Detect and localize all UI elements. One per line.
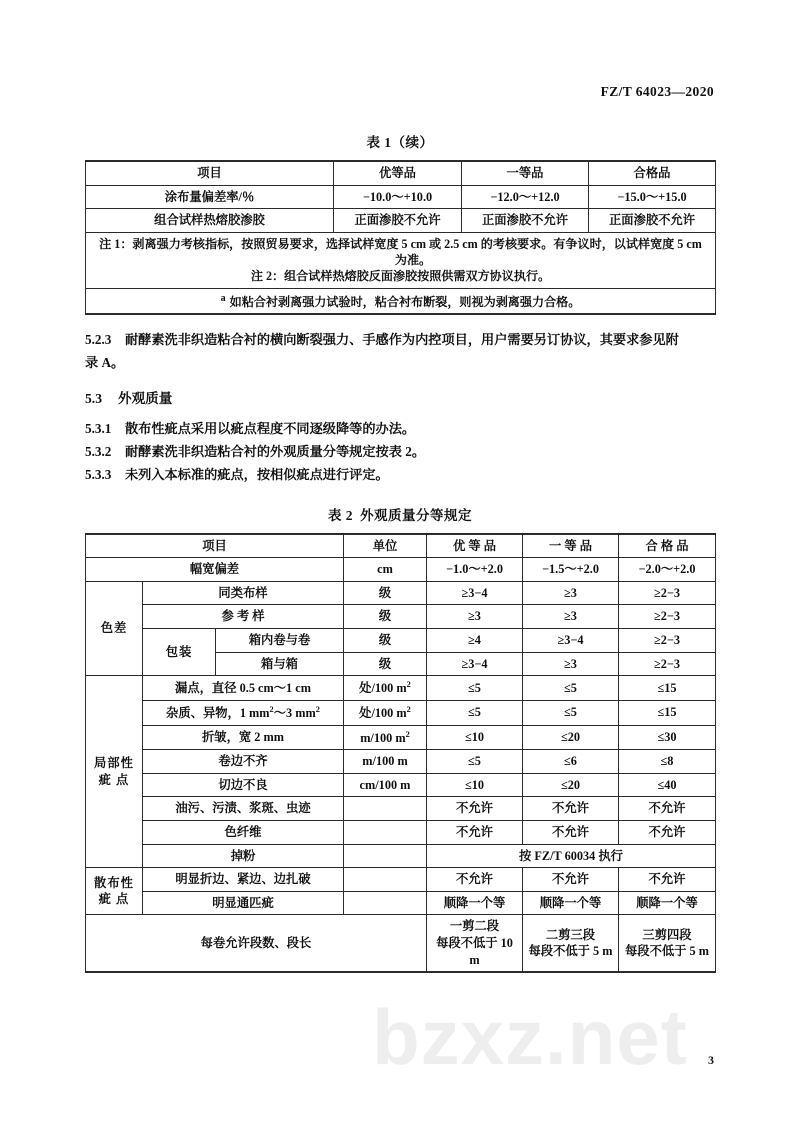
- row-bad-cut-excellent: ≤10: [427, 773, 523, 797]
- clause-5-3-3: [85, 464, 715, 487]
- row-fold-edge-excellent: 不允许: [427, 868, 523, 892]
- table1-r0-item: 涂布量偏差率/％: [86, 185, 334, 209]
- row-through-defect-item: 明显通匹疵: [143, 891, 344, 915]
- table2-final-row: [86, 915, 716, 972]
- row-same-fabric-first: ≥3: [523, 581, 619, 605]
- table1-caption: 表 1（续）: [366, 135, 434, 150]
- table1-footnote: [86, 288, 716, 314]
- row-segments-first: [523, 915, 619, 972]
- row-box-to-box-qualified: ≥2−3: [619, 652, 716, 676]
- clause-5-2-3: [85, 329, 715, 352]
- row-same-fabric-qualified: ≥2−3: [619, 581, 716, 605]
- row-reference-sample-first: ≥3: [523, 605, 619, 629]
- row-uneven-edge-item: 卷边不齐: [143, 750, 344, 774]
- row-same-fabric-unit: 级: [344, 581, 427, 605]
- row-stain-excellent: 不允许: [427, 797, 523, 821]
- row-stain-unit: [344, 797, 427, 821]
- table-row: [86, 700, 716, 725]
- row-through-defect-first: 顺降一个等: [523, 891, 619, 915]
- table-row: [86, 628, 716, 652]
- table2-header-qualified: 合 格 品: [619, 534, 716, 558]
- table-row: [86, 676, 716, 701]
- row-impurity-item: 杂质、异物，1 $mm^2\sim 3$ $mm^2$: [143, 700, 344, 725]
- row-crease-first: ≤20: [523, 725, 619, 750]
- row-impurity-qualified: ≤15: [619, 700, 716, 725]
- row-segments-first-line1: 二剪三段: [545, 927, 596, 942]
- table1: [85, 160, 716, 315]
- row-fold-edge-item: 明显折边、紧边、边扎破: [143, 868, 344, 892]
- table1-r0-first: −12.0～+12.0: [462, 185, 589, 209]
- row-fold-edge-first: 不允许: [523, 868, 619, 892]
- note2-line1: 注 2：组合试样热熔胶反面渗胶按照供需双方协议执行。: [250, 269, 551, 284]
- clause-5-3-3-number: 5.3.3: [85, 466, 112, 482]
- table1-r1-excellent: 正面渗胶不允许: [334, 209, 462, 233]
- row-roll-in-box-first: ≥3−4: [523, 628, 619, 652]
- clause-5-3-2-text: 耐酵素洗非织造粘合衬的外观质量分等规定按表 2。: [125, 444, 426, 460]
- row-bad-cut-unit: cm/100 m: [344, 773, 427, 797]
- table1-header-row: [86, 161, 716, 185]
- row-leak-point-first: ≤5: [523, 676, 619, 701]
- row-crease-unit: m/100 $m^2$: [344, 725, 427, 750]
- section-5-3-title: 外观质量: [118, 391, 173, 407]
- row-reference-sample-unit: 级: [344, 605, 427, 629]
- row-width-deviation-unit: cm: [344, 558, 427, 582]
- note1-line2: 为准。: [394, 253, 432, 268]
- table2-caption-text: 外观质量分等规定: [360, 507, 473, 523]
- row-powder-fall-unit: [344, 844, 427, 868]
- clause-5-3-2-number: 5.3.2: [85, 444, 112, 460]
- row-uneven-edge-excellent: ≤5: [427, 750, 523, 774]
- group-label-local-defects: [86, 676, 143, 868]
- row-leak-point-unit: 处/100 $m^2$: [344, 676, 427, 701]
- row-leak-point-excellent: ≤5: [427, 676, 523, 701]
- row-fold-edge-unit: [344, 868, 427, 892]
- footnote-mark: a: [220, 292, 226, 304]
- subgroup-label-packaging: 包装: [143, 628, 216, 675]
- section-5-3-heading: [85, 387, 715, 407]
- row-fold-edge-qualified: 不允许: [619, 868, 716, 892]
- row-leak-point-qualified: ≤15: [619, 676, 716, 701]
- row-segments-qualified-line2: 每段不低于 5 m: [624, 944, 710, 959]
- row-width-deviation-item: 幅宽偏差: [86, 558, 344, 582]
- table1-notes-row: [86, 232, 716, 288]
- table-row: [86, 725, 716, 750]
- page-number: 3: [708, 1053, 714, 1067]
- group-label-scattered-defects: [86, 868, 143, 915]
- row-reference-sample-excellent: ≥3: [427, 605, 523, 629]
- row-through-defect-qualified: 顺降一个等: [619, 891, 716, 915]
- running-head: FZ/T 64023—2020: [600, 84, 714, 99]
- clause-5-3-2: [85, 441, 715, 464]
- row-impurity-unit: 处/100 $m^2$: [344, 700, 427, 725]
- table-row: [86, 581, 716, 605]
- row-segments-excellent: [427, 915, 523, 972]
- row-width-deviation-first: −1.5～+2.0: [523, 558, 619, 582]
- row-crease-excellent: ≤10: [427, 725, 523, 750]
- row-bad-cut-first: ≤20: [523, 773, 619, 797]
- table2-header-item: 项目: [86, 534, 344, 558]
- table1-r0-qualified: −15.0～+15.0: [589, 185, 716, 209]
- clause-5-2-3-block: [85, 329, 715, 374]
- row-reference-sample-item: 参 考 样: [143, 605, 344, 629]
- table-row: [86, 750, 716, 774]
- row-width-deviation-qualified: −2.0～+2.0: [619, 558, 716, 582]
- row-stain-item: 油污、污渍、浆斑、虫迹: [143, 797, 344, 821]
- row-segments-item: 每卷允许段数、段长: [86, 915, 427, 972]
- row-stain-qualified: 不允许: [619, 797, 716, 821]
- table-row: [86, 797, 716, 821]
- row-segments-excellent-line2: 每段不低于 10 m: [436, 935, 513, 967]
- table1-header-excellent: 优等品: [334, 161, 462, 185]
- table1-notes: [86, 232, 716, 288]
- row-uneven-edge-qualified: ≤8: [619, 750, 716, 774]
- row-segments-qualified: [619, 915, 716, 972]
- row-colored-fiber-first: 不允许: [523, 820, 619, 844]
- row-box-to-box-first: ≥3: [523, 652, 619, 676]
- row-powder-fall-item: 掉粉: [143, 844, 344, 868]
- row-colored-fiber-qualified: 不允许: [619, 820, 716, 844]
- clause-5-3-3-text: 未列入本标准的疵点，按相似疵点进行评定。: [125, 466, 389, 482]
- clause-5-3-1: [85, 418, 715, 441]
- group-label-color-difference: 色差: [86, 581, 143, 675]
- row-segments-first-line2: 每段不低于 5 m: [528, 944, 613, 959]
- clause-5-2-3-text-line1: 耐酵素洗非织造粘合衬的横向断裂强力、手感作为内控项目，用户需要另订协议，其要求参见附: [125, 332, 679, 348]
- table-row: [86, 891, 716, 915]
- row-leak-point-item: 漏点，直径 0.5 cm～1 cm: [143, 676, 344, 701]
- table-row: [86, 185, 716, 209]
- row-uneven-edge-unit: m/100 m: [344, 750, 427, 774]
- table-row: [86, 558, 716, 582]
- table2-caption: [85, 504, 715, 524]
- row-bad-cut-qualified: ≤40: [619, 773, 716, 797]
- row-stain-first: 不允许: [523, 797, 619, 821]
- row-roll-in-box-excellent: ≥4: [427, 628, 523, 652]
- row-same-fabric-excellent: ≥3−4: [427, 581, 523, 605]
- note1-line1: 注 1：剥离强力考核指标，按照贸易要求，选择试样宽度 5 cm 或 2.5 cm 的考核要求。有争议时，以试样宽度 5 cm: [99, 236, 702, 251]
- watermark: bzxz.net: [372, 993, 688, 1081]
- row-uneven-edge-first: ≤6: [523, 750, 619, 774]
- group-label-local-defects-line2: 疵 点: [98, 772, 130, 787]
- group-label-local-defects-line1: 局部性: [94, 756, 134, 771]
- row-roll-in-box-qualified: ≥2−3: [619, 628, 716, 652]
- table2-header-unit: 单位: [344, 534, 427, 558]
- row-roll-in-box-unit: 级: [344, 628, 427, 652]
- clause-5-3-1-number: 5.3.1: [85, 421, 112, 437]
- row-impurity-excellent: ≤5: [427, 700, 523, 725]
- table1-header-qualified: 合格品: [589, 161, 716, 185]
- clause-5-3-1-text: 散布性疵点采用以疵点程度不同逐级降等的办法。: [125, 421, 416, 437]
- row-colored-fiber-item: 色纤维: [143, 820, 344, 844]
- row-box-to-box-excellent: ≥3−4: [427, 652, 523, 676]
- group-label-scattered-defects-line1: 散布性: [94, 875, 134, 890]
- row-crease-item: 折皱，宽 2 mm: [143, 725, 344, 750]
- table1-header-item: 项目: [86, 161, 334, 185]
- table2-header-excellent: 优 等 品: [427, 534, 523, 558]
- row-box-to-box-item: 箱与箱: [216, 652, 344, 676]
- table2: [85, 533, 716, 974]
- table-row: [86, 844, 716, 868]
- table-row: [86, 605, 716, 629]
- row-roll-in-box-item: 箱内卷与卷: [216, 628, 344, 652]
- subclauses-block: [85, 418, 715, 486]
- row-colored-fiber-excellent: 不允许: [427, 820, 523, 844]
- row-segments-qualified-line1: 三剪四段: [642, 927, 692, 942]
- row-bad-cut-item: 切边不良: [143, 773, 344, 797]
- row-segments-excellent-line1: 一剪二段: [449, 919, 500, 934]
- row-impurity-first: ≤5: [523, 700, 619, 725]
- clause-5-2-3-number: 5.2.3: [85, 332, 112, 348]
- table1-footnote-row: [86, 288, 716, 314]
- table-row: [86, 773, 716, 797]
- row-colored-fiber-unit: [344, 820, 427, 844]
- table-row: [86, 820, 716, 844]
- table2-header-row: [86, 534, 716, 558]
- row-box-to-box-unit: 级: [344, 652, 427, 676]
- row-powder-fall-span-value: 按 FZ/T 60034 执行: [427, 844, 716, 868]
- table1-r0-excellent: −10.0～+10.0: [334, 185, 462, 209]
- row-same-fabric-item: 同类布样: [143, 581, 344, 605]
- row-through-defect-unit: [344, 891, 427, 915]
- table1-r1-item: 组合试样热熔胶渗胶: [86, 209, 334, 233]
- table1-r1-first: 正面渗胶不允许: [462, 209, 589, 233]
- section-5-3-number: 5.3: [85, 391, 102, 407]
- footnote-text: 如粘合衬剥离强力试验时，粘合衬布断裂，则视为剥离强力合格。: [229, 294, 581, 309]
- row-width-deviation-excellent: −1.0～+2.0: [427, 558, 523, 582]
- group-label-scattered-defects-line2: 疵 点: [98, 892, 130, 907]
- table1-r1-qualified: 正面渗胶不允许: [589, 209, 716, 233]
- row-crease-qualified: ≤30: [619, 725, 716, 750]
- table2-header-first: 一 等 品: [523, 534, 619, 558]
- table1-header-first: 一等品: [462, 161, 589, 185]
- table2-caption-number: 表 2: [327, 507, 354, 523]
- row-through-defect-excellent: 顺降一个等: [427, 891, 523, 915]
- clause-5-2-3-line2: 录 A。: [85, 354, 125, 370]
- row-reference-sample-qualified: ≥2−3: [619, 605, 716, 629]
- table-row: [86, 209, 716, 233]
- table-row: [86, 868, 716, 892]
